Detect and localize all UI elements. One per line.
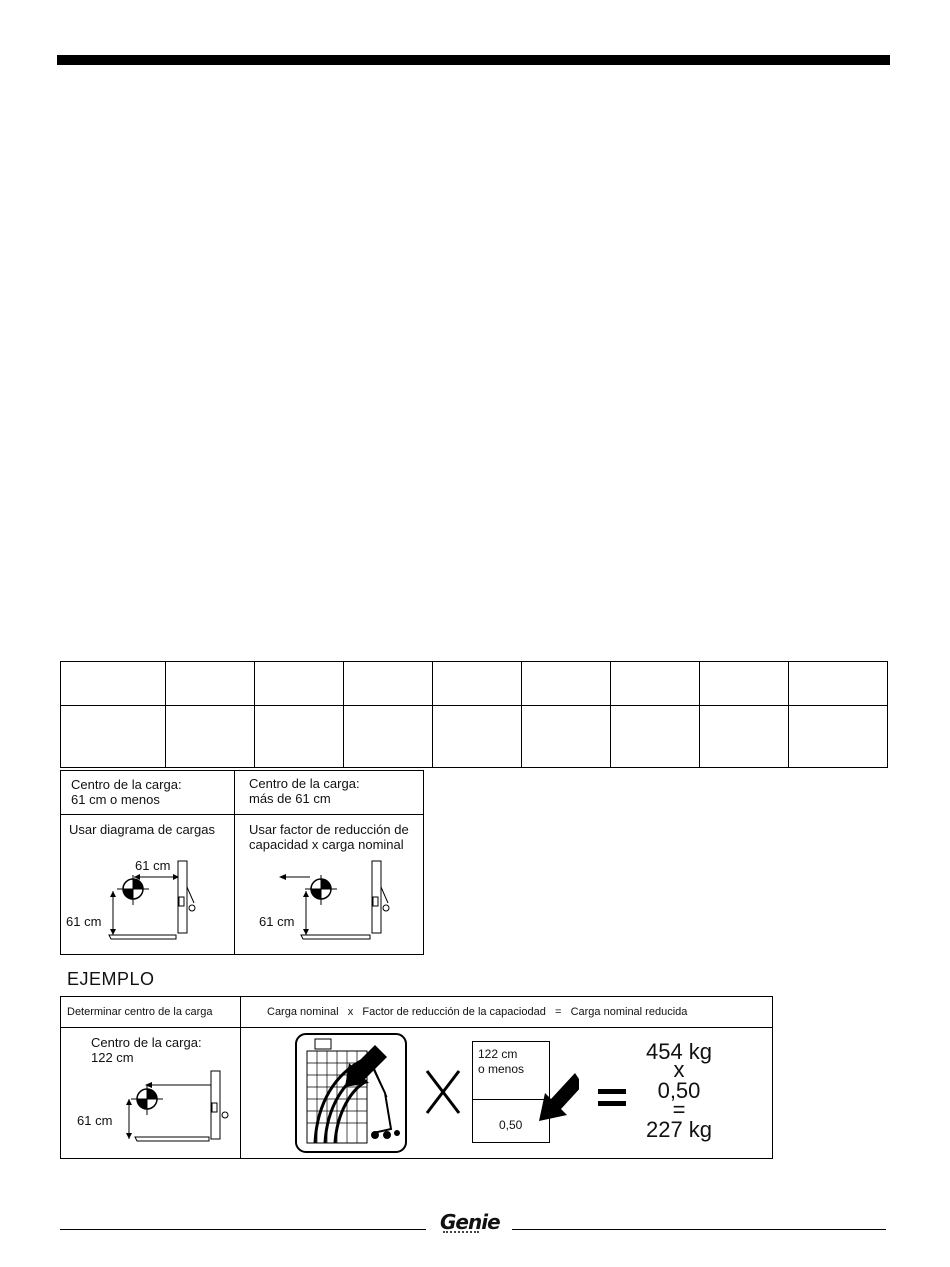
factor-box-value: 0,50 <box>499 1118 523 1132</box>
calc-times: x <box>673 1057 685 1082</box>
table-cell <box>61 706 166 768</box>
table-cell <box>255 662 344 706</box>
table-cell <box>433 706 522 768</box>
right-instruction: Usar factor de reducción de capacidad x carga nominal <box>249 822 409 852</box>
left-header: Centro de la carga: 61 cm o menos <box>71 777 182 807</box>
table-cell <box>255 706 344 768</box>
right-vertical-dim: 61 cm <box>259 914 295 929</box>
factor-box-condition: 122 cm o menos <box>478 1047 525 1076</box>
calc-rated-load: 454 kg <box>645 1039 713 1064</box>
table-cell <box>344 706 433 768</box>
forklift-load-right-diagram <box>235 851 423 955</box>
col1-header: Determinar centro de la carga <box>67 1006 213 1018</box>
table-cell <box>166 662 255 706</box>
left-horizontal-dim: 61 cm <box>135 858 171 873</box>
genie-logo: Genie <box>440 1210 500 1234</box>
footer-rule-left <box>60 1229 426 1230</box>
load-chart-graphic <box>295 1033 407 1153</box>
logo-tagline-mark <box>443 1231 479 1236</box>
example-vertical-dim: 61 cm <box>77 1113 113 1128</box>
example-forklift-diagram <box>61 1057 239 1157</box>
table-cell <box>611 662 700 706</box>
calc-factor: 0,50 <box>657 1078 701 1103</box>
footer-rule-right <box>512 1229 886 1230</box>
right-header: Centro de la carga: más de 61 cm <box>249 776 360 806</box>
multiply-sign <box>423 1067 463 1117</box>
left-instruction: Usar diagrama de cargas <box>69 822 215 837</box>
table-cell <box>166 706 255 768</box>
example-box <box>60 996 773 1159</box>
table-cell <box>522 662 611 706</box>
table-cell <box>611 706 700 768</box>
col2-header: Carga nominal x Factor de reducción de la capaciodad = Carga nominal reducida <box>267 1006 688 1018</box>
empty-grid-table <box>60 661 888 768</box>
table-cell <box>522 706 611 768</box>
calc-result: 227 kg <box>645 1117 713 1142</box>
left-vertical-dim: 61 cm <box>66 914 102 929</box>
header-rule <box>57 55 890 65</box>
example-heading: EJEMPLO <box>67 969 155 989</box>
load-center-box <box>60 770 424 955</box>
factor-arrow-icon <box>531 1069 579 1125</box>
table-cell <box>700 662 789 706</box>
table-cell <box>789 706 888 768</box>
example-load-center: Centro de la carga: 122 cm <box>91 1035 202 1065</box>
table-cell <box>433 662 522 706</box>
table-cell <box>344 662 433 706</box>
table-cell <box>789 662 888 706</box>
table-cell <box>700 706 789 768</box>
calc-equals: = <box>672 1097 686 1122</box>
table-cell <box>61 662 166 706</box>
